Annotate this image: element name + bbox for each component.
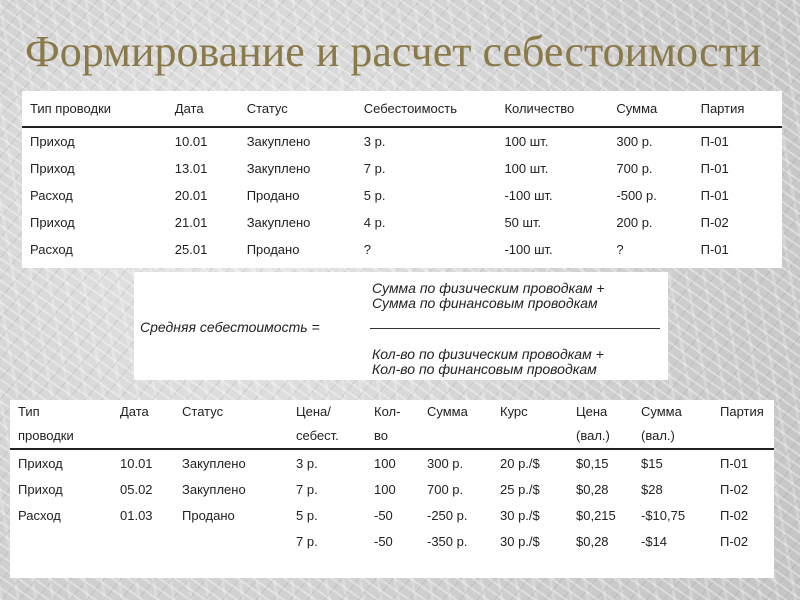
- column-header: [112, 422, 174, 449]
- table-cell: П-01: [700, 188, 729, 203]
- table-cell: 100: [374, 455, 396, 471]
- table-cell: П-01: [700, 242, 729, 257]
- table-cell: П-01: [720, 455, 749, 471]
- table-cell: -50: [374, 507, 393, 523]
- table-row: [10, 449, 774, 476]
- table-row: [22, 236, 782, 263]
- column-header: Цена/: [296, 403, 331, 419]
- table-cell: -100 шт.: [504, 242, 553, 257]
- table-cell: 5 р.: [363, 188, 386, 203]
- table-cell: 25 р./$: [500, 481, 540, 497]
- column-header: Статус: [182, 403, 224, 419]
- table-cell: -$10,75: [641, 507, 686, 523]
- column-header: Цена: [576, 403, 608, 419]
- table-cell: $0,28: [576, 481, 609, 497]
- table-cell: П-01: [700, 134, 729, 149]
- table-cell: -500 р.: [616, 188, 657, 203]
- table-cell: Продано: [182, 507, 235, 523]
- table-header-row: [22, 91, 782, 127]
- table-cell: 300 р.: [616, 134, 653, 149]
- column-header: во: [366, 422, 419, 449]
- table-cell: Расход: [30, 188, 73, 203]
- table-row: [10, 476, 774, 502]
- column-header: проводки: [10, 422, 112, 449]
- table-cell: 20.01: [174, 188, 208, 203]
- table-cell: 300 р.: [427, 455, 464, 471]
- table-cell: Закуплено: [246, 215, 311, 230]
- table-cell: 21.01: [174, 215, 208, 230]
- table-cell: 7 р.: [363, 161, 386, 176]
- table-cell: -$14: [641, 533, 668, 549]
- table-cell: Расход: [30, 242, 73, 257]
- column-header: Дата: [120, 403, 149, 419]
- table-cell: 3 р.: [363, 134, 386, 149]
- table-cell: 30 р./$: [500, 533, 540, 549]
- column-header: Сумма: [608, 91, 692, 127]
- table-cell: ?: [363, 242, 371, 257]
- table-cell: -250 р.: [427, 507, 468, 523]
- table-cell: 01.03: [120, 507, 153, 523]
- table-cell: 4 р.: [363, 215, 386, 230]
- table-row: [10, 502, 774, 528]
- table-cell: $28: [641, 481, 663, 497]
- table-cell: -50: [374, 533, 393, 549]
- table-cell: 7 р.: [296, 533, 318, 549]
- column-header: (вал.): [568, 422, 633, 449]
- table-cell: [174, 528, 288, 554]
- formula-denominator-line: Кол-во по физическим проводкам +: [372, 346, 604, 362]
- formula-numerator-line: Сумма по финансовым проводкам: [372, 295, 598, 311]
- table-cell: 13.01: [174, 161, 208, 176]
- table-cell: Приход: [18, 455, 63, 471]
- table-cell: Приход: [30, 134, 75, 149]
- column-header: Партия: [693, 91, 782, 127]
- table-cell: Продано: [246, 242, 300, 257]
- table-cell: 100 шт.: [504, 161, 549, 176]
- column-header: Партия: [720, 403, 764, 419]
- column-header: Себестоимость: [356, 91, 497, 127]
- table-row: [22, 209, 782, 236]
- table-cell: 5 р.: [296, 507, 318, 523]
- column-header: Тип: [18, 403, 40, 419]
- fraction-bar: [370, 328, 660, 329]
- currency-movements-table: [10, 400, 774, 554]
- page-title: Формирование и расчет себестоимости: [25, 27, 762, 76]
- table-cell: $0,215: [576, 507, 616, 523]
- table-cell: [112, 528, 174, 554]
- column-header: Сумма: [641, 403, 682, 419]
- table-cell: -100 шт.: [504, 188, 553, 203]
- table-cell: 700 р.: [616, 161, 653, 176]
- table-cell: ?: [616, 242, 624, 257]
- table-row: [22, 127, 782, 155]
- table-cell: П-02: [720, 533, 749, 549]
- stock-movements-table: [22, 91, 782, 263]
- table-cell: 10.01: [120, 455, 153, 471]
- currency-movements-table-panel: [10, 400, 774, 578]
- stock-movements-table-panel: [22, 91, 782, 268]
- table-cell: Закуплено: [246, 161, 311, 176]
- table-cell: [10, 528, 112, 554]
- column-header: [492, 422, 568, 449]
- table-cell: 700 р.: [427, 481, 464, 497]
- formula-denominator-line: Кол-во по финансовым проводкам: [372, 361, 597, 377]
- table-cell: Закуплено: [182, 455, 246, 471]
- table-cell: $0,15: [576, 455, 609, 471]
- column-header: Количество: [496, 91, 608, 127]
- table-header-row: [10, 422, 774, 449]
- table-cell: П-01: [700, 161, 729, 176]
- column-header: себест.: [288, 422, 366, 449]
- table-cell: -350 р.: [427, 533, 468, 549]
- table-cell: Расход: [18, 507, 61, 523]
- table-cell: Закуплено: [246, 134, 311, 149]
- table-row: [22, 182, 782, 209]
- table-cell: 10.01: [174, 134, 208, 149]
- table-cell: 200 р.: [616, 215, 653, 230]
- table-cell: 3 р.: [296, 455, 318, 471]
- table-cell: 7 р.: [296, 481, 318, 497]
- column-header: (вал.): [633, 422, 712, 449]
- column-header: [712, 422, 774, 449]
- average-cost-formula: [134, 272, 668, 380]
- table-cell: $0,28: [576, 533, 609, 549]
- table-cell: Приход: [30, 215, 75, 230]
- table-cell: П-02: [720, 507, 749, 523]
- table-cell: 25.01: [174, 242, 208, 257]
- table-cell: 30 р./$: [500, 507, 540, 523]
- formula-numerator-line: Сумма по физическим проводкам +: [372, 280, 605, 296]
- table-cell: Закуплено: [182, 481, 246, 497]
- table-cell: Продано: [246, 188, 300, 203]
- table-cell: 50 шт.: [504, 215, 542, 230]
- formula-label: Средняя себестоимость =: [140, 319, 320, 335]
- table-cell: 100: [374, 481, 396, 497]
- table-row: [10, 528, 774, 554]
- column-header: Курс: [500, 403, 528, 419]
- column-header: Тип проводки: [22, 91, 167, 127]
- column-header: [174, 422, 288, 449]
- table-cell: $15: [641, 455, 663, 471]
- table-cell: Приход: [30, 161, 75, 176]
- column-header: Кол-: [374, 403, 401, 419]
- column-header: Статус: [239, 91, 356, 127]
- table-cell: 05.02: [120, 481, 153, 497]
- column-header: Дата: [167, 91, 239, 127]
- table-header-row: [10, 400, 774, 422]
- table-cell: П-02: [720, 481, 749, 497]
- table-row: [22, 155, 782, 182]
- table-cell: П-02: [700, 215, 729, 230]
- column-header: [419, 422, 492, 449]
- table-cell: 20 р./$: [500, 455, 540, 471]
- column-header: Сумма: [427, 403, 468, 419]
- table-cell: Приход: [18, 481, 63, 497]
- table-cell: 100 шт.: [504, 134, 549, 149]
